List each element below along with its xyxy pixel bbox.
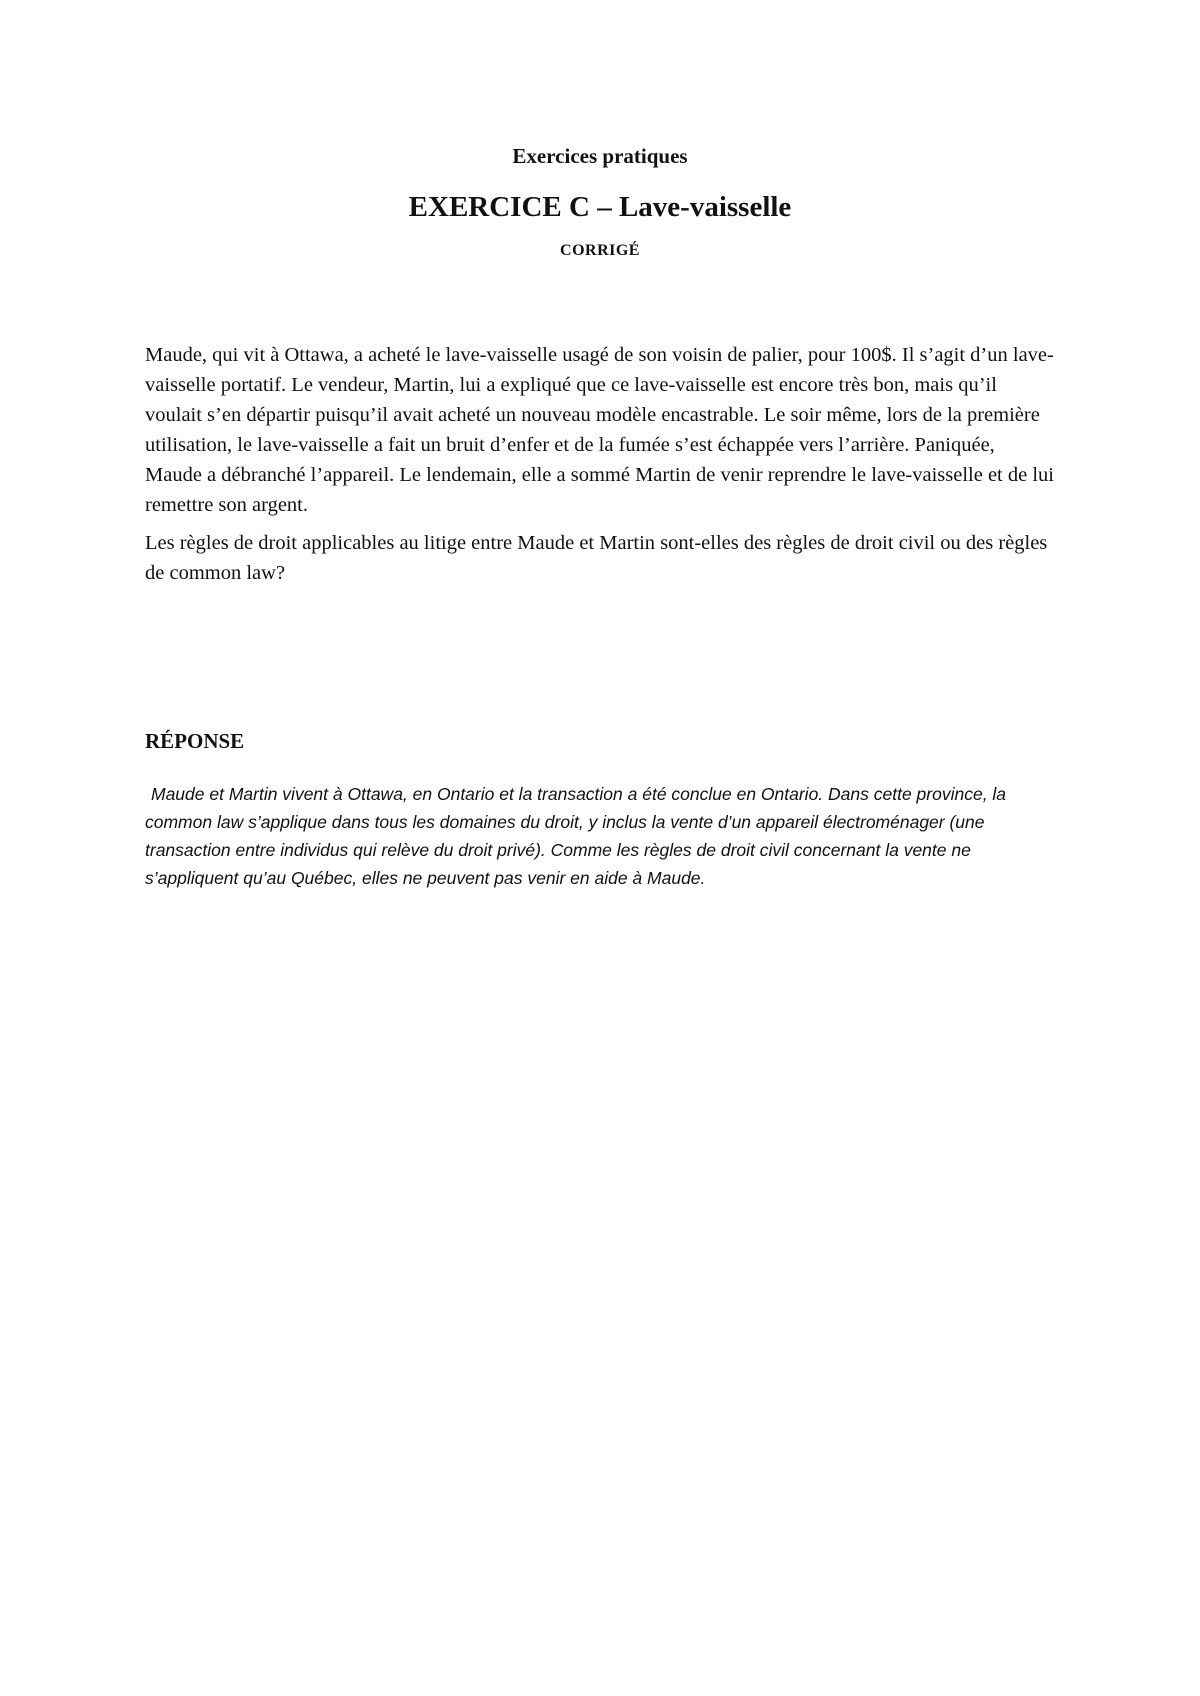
question-paragraph: Les règles de droit applicables au litige entre Maude et Martin sont-elles des règles de droit civil ou des règles de common law? <box>145 532 1048 584</box>
answer-heading: RÉPONSE <box>145 729 245 753</box>
document-header <box>0 143 1200 261</box>
corrige-label: CORRIGÉ <box>560 242 640 259</box>
scenario-paragraph: Maude, qui vit à Ottawa, a acheté le lave-vaisselle usagé de son voisin de palier, pour 100$. Il s’agit d’un lave-vaisselle portatif. Le vendeur, Martin, lui a expliqué que ce lave-vaisselle est encore très bon, mais qu’il voulait s’en départir puisqu’il avait acheté un nouveau modèle encastrable. Le soir même, lors de la première utilisation, le lave-vaisselle a fait un bruit d’enfer et de la fumée s’est échappée vers l’arrière. Paniquée, Maude a débranché l’appareil. Le lendemain, elle a sommé Martin de venir reprendre le lave-vaisselle et de lui remettre son argent. <box>145 344 1054 516</box>
answer-paragraph: Maude et Martin vivent à Ottawa, en Ontario et la transaction a été conclue en Ontario. Dans cette province, la common law s’applique dans tous les domaines du droit, y inclus la vente d’un appareil électroménager (une transaction entre individus qui relève du droit privé). Comme les règles de droit civil concernant la vente ne s’appliquent qu’au Québec, elles ne peuvent pas venir en aide à Maude. <box>145 784 1007 888</box>
document-title: EXERCICE C – Lave-vaisselle <box>408 191 792 223</box>
document-subtitle: Exercices pratiques <box>512 144 688 168</box>
exercise-statement <box>145 340 1055 596</box>
